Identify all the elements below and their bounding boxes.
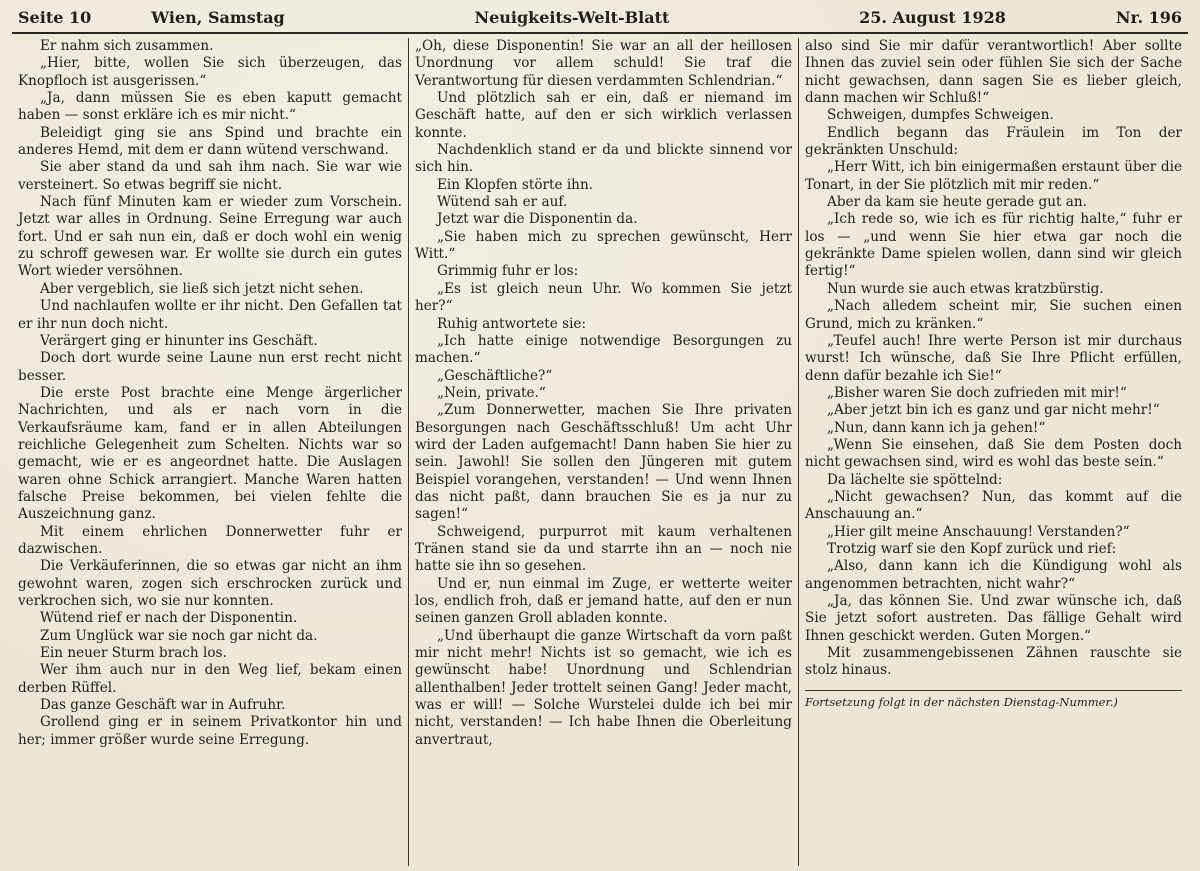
paragraph: „Zum Donnerwetter, machen Sie Ihre privaten Besorgungen nach Geschäftsschluß! Um acht Uhr wird der Laden aufgemacht! Dann haben Sie hier zu sein. Jawohl! Sie sollen den Jüngeren mit gutem Beispiel vorangehen, verstanden! — Und wenn Ihnen das nicht paßt, dann brauchen Sie es ja nur zu sagen!“ — [415, 402, 792, 523]
paragraph: Aber vergeblich, sie ließ sich jetzt nicht sehen. — [40, 280, 364, 297]
paragraph: „Aber jetzt bin ich es ganz und gar nicht mehr!“ — [827, 402, 1160, 419]
paragraph: Sie aber stand da und sah ihm nach. Sie war wie versteinert. So etwas begriff sie nicht. — [18, 159, 402, 193]
paragraph: „Ich rede so, wie ich es für richtig halte,“ fuhr er los — „und wenn Sie hier etwa gar noch die gekränkte Dame spielen wollen, dann sind wir gleich fertig!“ — [805, 211, 1182, 280]
text-columns — [12, 34, 1188, 866]
paragraph: „Nicht gewachsen? Nun, das kommt auf die Anschauung an.“ — [805, 488, 1182, 523]
paragraph: „Also, dann kann ich die Kündigung wohl als angenommen betrachten, nicht wahr?“ — [805, 558, 1182, 592]
paragraph: Verärgert ging er hinunter ins Geschäft. — [40, 332, 318, 349]
paragraph: „Nach alledem scheint mir, Sie suchen einen Grund, mich zu kränken.“ — [805, 298, 1182, 332]
paragraph: „Hier, bitte, wollen Sie sich überzeugen, das Knopfloch ist ausgerissen.“ — [18, 55, 402, 89]
paragraph: Nun wurde sie auch etwas kratzbürstig. — [827, 280, 1104, 297]
paragraph: „Teufel auch! Ihre werte Person ist mir durchaus wurst! Ich wünsche, daß Sie Ihre Pflicht erfüllen, denn dafür bezahle ich Sie!“ — [805, 332, 1182, 384]
page-header — [12, 4, 1188, 34]
paragraph: Er nahm sich zusammen. — [40, 38, 214, 54]
paragraph: Die erste Post brachte eine Menge ärgerlicher Nachrichten, und als er nach vorn in die Verkaufsräume kam, fand er in allen Abteilungen reichliche Gelegenheit zum Schelten. Nichts war so gemacht, wie er es angeordnet hatte. Die Auslagen waren ohne Schick arrangiert. Manche Waren hatten falsche Preise bekommen, bei vielen fehlte die Auszeichnung ganz. — [18, 384, 402, 523]
header-right — [859, 8, 1182, 27]
paragraph: Nachdenklich stand er da und blickte sinnend vor sich hin. — [415, 142, 792, 176]
paragraph: „Und überhaupt die ganze Wirtschaft da vorn paßt mir nicht mehr! Nichts ist so gemacht, wie ich es gewünscht habe! Unordnung und Schlendrian allenthalben! Jeder trottelt seinen Gang! Jeder macht, was er will! — Solche Wurstelei dulde ich bei mir nicht, verstanden! — Ich habe Ihnen die Oberleitung anvertraut, — [415, 627, 792, 748]
paragraph: Wer ihm auch nur in den Weg lief, bekam einen derben Rüffel. — [18, 662, 402, 696]
paragraph: Beleidigt ging sie ans Spind und brachte ein anderes Hemd, mit dem er dann wütend verschwand. — [18, 124, 402, 159]
paragraph: „Herr Witt, ich bin einigermaßen erstaunt über die Tonart, in der Sie plötzlich mit mir reden.“ — [805, 159, 1182, 193]
issue-date: 25. August 1928 — [859, 8, 1006, 27]
place-day: Wien, Samstag — [151, 8, 285, 27]
paragraph: Ein neuer Sturm brach los. — [40, 645, 227, 662]
paragraph: Die Verkäuferinnen, die so etwas gar nicht an ihm gewohnt waren, zogen sich erschrocken zurück und verkrochen sich, wo sie nur konnten. — [18, 558, 402, 609]
paragraph: Doch dort wurde seine Laune nun erst recht nicht besser. — [18, 350, 402, 384]
paragraph: Ein Klopfen störte ihn. — [437, 176, 594, 193]
paragraph: „Oh, diese Disponentin! Sie war an all der heillosen Unordnung vor allem schuld! Sie traf die Verantwortung für diesen verdammten Schlendrian.“ — [415, 38, 792, 89]
paragraph: Schweigen, dumpfes Schweigen. — [827, 107, 1054, 124]
page-number: Seite 10 — [18, 8, 92, 27]
paragraph: „Wenn Sie einsehen, daß Sie dem Posten doch nicht gewachsen sind, wird es wohl das beste sein.“ — [805, 436, 1182, 471]
paragraph: Endlich begann das Fräulein im Ton der gekränkten Unschuld: — [805, 124, 1182, 159]
column-1 — [12, 38, 408, 866]
column-3-body — [805, 38, 1182, 680]
paragraph: Und plötzlich sah er ein, daß er niemand im Geschäft hatte, auf den er sich wirklich verlassen konnte. — [415, 90, 792, 141]
paragraph: „Ja, dann müssen Sie es eben kaputt gemacht haben — sonst erkläre ich es mir nicht.“ — [18, 90, 402, 124]
continuation-note: Fortsetzung folgt in der nächsten Dienstag-Nummer.) — [805, 690, 1182, 711]
paragraph: Ruhig antwortete sie: — [437, 315, 587, 332]
paragraph: „Bisher waren Sie doch zufrieden mit mir!“ — [827, 384, 1127, 401]
paragraph: also sind Sie mir dafür verantwortlich! Aber sollte Ihnen das zuviel sein oder fühlen Sie sich der Sache nicht gewachsen, dann sagen Sie es lieber gleich, dann machen wir Schluß!“ — [805, 38, 1182, 107]
column-2 — [408, 38, 798, 866]
paragraph: „Hier gilt meine Anschauung! Verstanden?“ — [827, 523, 1130, 540]
paragraph: Das ganze Geschäft war in Aufruhr. — [40, 697, 286, 714]
paragraph: Schweigend, purpurrot mit kaum verhaltenen Tränen stand sie da und starrte ihn an — noch nie hatte sie ihn so gesehen. — [415, 523, 792, 575]
paragraph: Da lächelte sie spöttelnd: — [827, 471, 1003, 488]
paragraph: „Ja, das können Sie. Und zwar wünsche ich, daß Sie jetzt sofort austreten. Das fällige Gehalt wird Ihnen geschickt werden. Guten Morgen.“ — [805, 593, 1182, 644]
masthead: Neuigkeits-Welt-Blatt — [474, 8, 670, 27]
paragraph: Grimmig fuhr er los: — [437, 263, 579, 280]
header-left — [18, 8, 285, 27]
column-3 — [798, 38, 1188, 866]
paragraph: Mit zusammengebissenen Zähnen rauschte sie stolz hinaus. — [805, 645, 1182, 679]
paragraph: Mit einem ehrlichen Donnerwetter fuhr er dazwischen. — [18, 523, 402, 557]
paragraph: Und er, nun einmal im Zuge, er wetterte weiter los, endlich froh, daß er jemand hatte, auf den er nun seinen ganzen Groll abladen konnte. — [415, 575, 792, 627]
paragraph: Wütend sah er auf. — [437, 194, 568, 211]
issue-number: Nr. 196 — [1115, 8, 1182, 27]
paragraph: „Ich hatte einige notwendige Besorgungen zu machen.“ — [415, 332, 792, 367]
paragraph: „Es ist gleich neun Uhr. Wo kommen Sie jetzt her?“ — [415, 280, 792, 315]
paragraph: „Nein, private.“ — [437, 384, 546, 401]
paragraph: „Geschäftliche?“ — [437, 367, 553, 384]
paragraph: Grollend ging er in seinem Privatkontor hin und her; immer größer wurde seine Erregung. — [18, 714, 402, 748]
paragraph: Wütend rief er nach der Disponentin. — [40, 610, 298, 627]
paragraph: Zum Unglück war sie noch gar nicht da. — [40, 627, 318, 644]
paragraph: „Nun, dann kann ich ja gehen!“ — [827, 419, 1046, 436]
paragraph: Und nachlaufen wollte er ihr nicht. Den Gefallen tat er ihr nun doch nicht. — [18, 298, 402, 332]
paragraph: Trotzig warf sie den Kopf zurück und rief: — [827, 540, 1117, 557]
paragraph: Aber da kam sie heute gerade gut an. — [827, 194, 1087, 211]
paragraph: Nach fünf Minuten kam er wieder zum Vorschein. Jetzt war alles in Ordnung. Seine Erregung war auch fort. Und er sah nun ein, daß er doch wohl ein wenig zu schroff gewesen war. Er wollte sie durch ein gutes Wort wieder versöhnen. — [18, 194, 402, 280]
paragraph: Jetzt war die Disponentin da. — [437, 211, 638, 228]
paragraph: „Sie haben mich zu sprechen gewünscht, Herr Witt.“ — [415, 228, 792, 263]
